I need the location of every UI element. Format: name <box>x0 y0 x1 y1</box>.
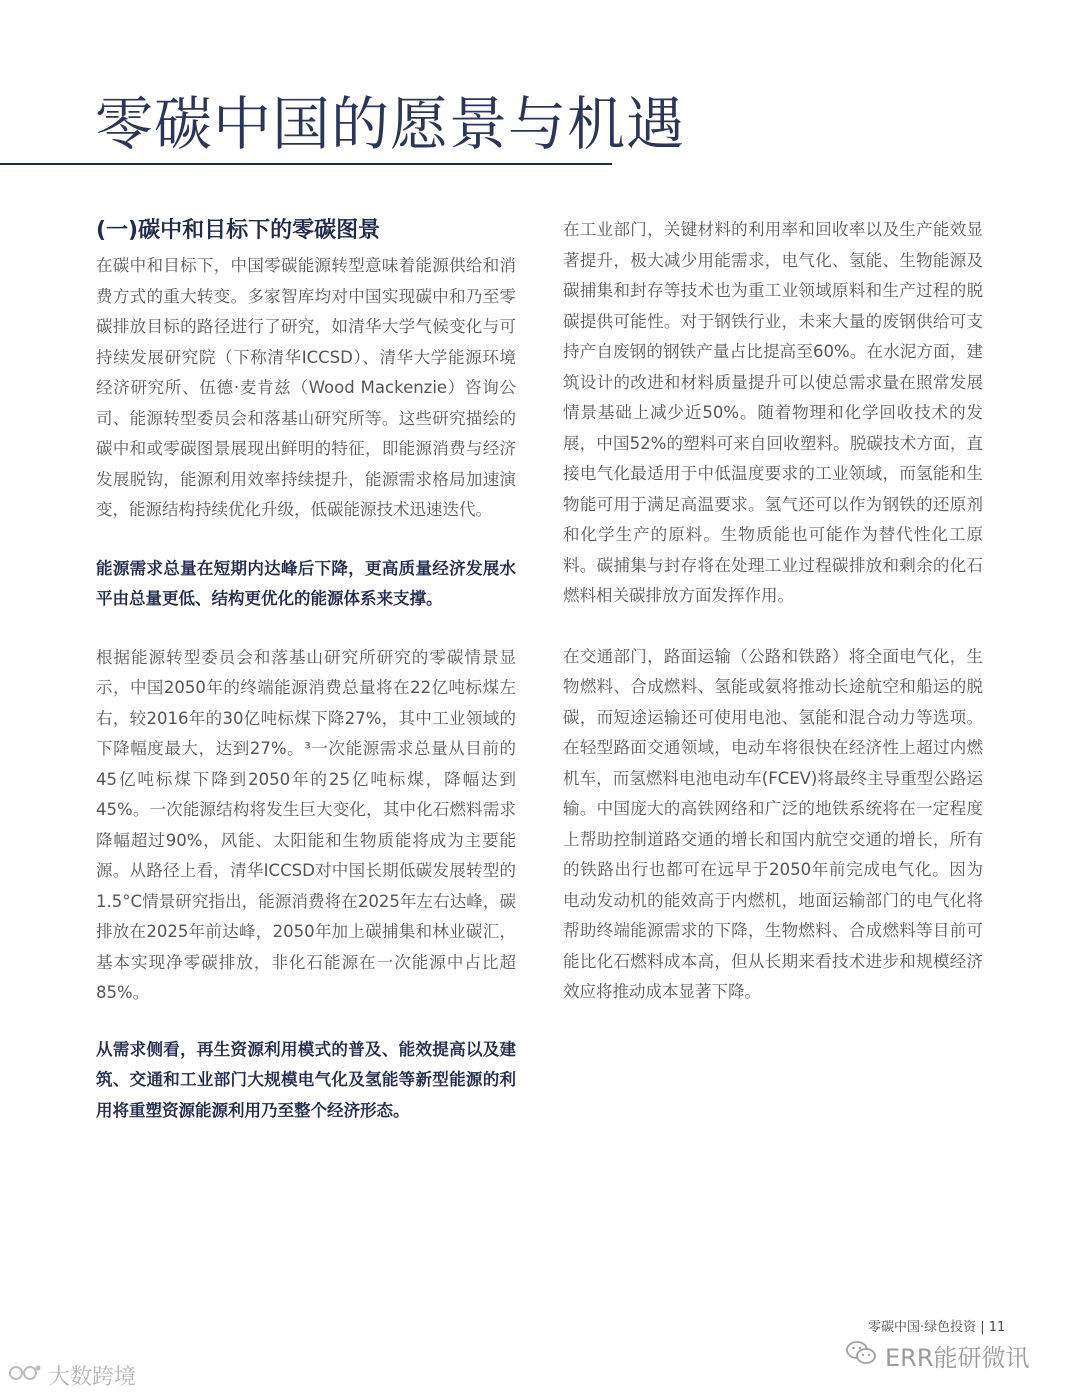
left-paragraph-2: 根据能源转型委员会和落基山研究所研究的零碳情景显示，中国2050年的终端能源消费总量将在22亿吨标煤左右，较2016年的30亿吨标煤下降27%，其中工业领域的下降幅度最大，达到27%。³一次能源需求总量从目前的45亿吨标煤下降到2050年的25亿吨标煤，降幅达到45%。一次能源结构将发生巨大变化，其中化石燃料需求降幅超过90%，风能、太阳能和生物质能将成为主要能源。从路径上看，清华ICCSD对中国长期低碳发展转型的1.5°C情景研究指出，能源消费将在2025年左右达峰，碳排放在2025年前达峰，2050年加上碳捕集和林业碳汇，基本实现净零碳排放，非化石能源在一次能源中占比超85%。 <box>96 647 516 1002</box>
title-rule <box>0 163 612 165</box>
right-paragraph-2: 在交通部门，路面运输（公路和铁路）将全面电气化，生物燃料、合成燃料、氢能或氨将推动长途航空和船运的脱碳，而短途运输还可使用电池、氢能和混合动力等选项。在轻型路面交通领域，电动车将很快在经济性上超过内燃机车，而氢燃料电池电动车(FCEV)将最终主导重型公路运输。中国庞大的高铁网络和广泛的地铁系统将在一定程度上帮助控制道路交通的增长和国内航空交通的增长，所有的铁路出行也都可在远早于2050年前完成电气化。因为电动发动机的能效高于内燃机，地面运输部门的电气化将帮助终端能源需求的下降，生物燃料、合成燃料等目前可能比化石燃料成本高，但从长期来看技术进步和规模经济效应将推动成本显著下降。 <box>563 646 983 1001</box>
watermark-right-text: ERR能研微讯 <box>885 1344 1030 1372</box>
left-paragraph-1: 在碳中和目标下，中国零碳能源转型意味着能源供给和消费方式的重大转变。多家智库均对中国实现碳中和乃至零碳排放目标的路径进行了研究，如清华大学气候变化与可持续发展研究院（下称清华ICCSD）、清华大学能源环境经济研究所、伍德·麦肯兹（Wood Mackenzie）咨询公司、能源转型委员会和落基山研究所等。这些研究描绘的碳中和或零碳图景展现出鲜明的特征，即能源消费与经济发展脱钩，能源利用效率持续提升，能源需求格局加速演变，能源结构持续优化升级，低碳能源技术迅速迭代。 <box>96 256 516 519</box>
right-column <box>563 215 983 1008</box>
page-title: 零碳中国的愿景与机遇 <box>95 90 686 158</box>
watermark-left-text: 大数跨境 <box>48 1365 137 1390</box>
left-highlight-2: 从需求侧看，再生资源利用模式的普及、能效提高以及建筑、交通和工业部门大规模电气化及氢能等新型能源的利用将重塑资源能源利用乃至整个经济形态。 <box>96 1039 516 1120</box>
section-heading: (一)碳中和目标下的零碳图景 <box>96 218 381 243</box>
page-footer: 零碳中国·绿色投资 | 11 <box>868 1320 1006 1335</box>
right-paragraph-1: 在工业部门，关键材料的利用率和回收率以及生产能效显著提升，极大减少用能需求，电气化、氢能、生物能源及碳捕集和封存等技术也为重工业领域原料和生产过程的脱碳提供可能性。对于钢铁行业，未来大量的废钢供给可支持产自废钢的钢铁产量占比提高至60%。在水泥方面，建筑设计的改进和材料质量提升可以使总需求量在照常发展情景基础上减少近50%。随着物理和化学回收技术的发展，中国52%的塑料可来自回收塑料。脱碳技术方面，直接电气化最适用于中低温度要求的工业领域，而氢能和生物能可用于满足高温要求。氢气还可以作为钢铁的还原剂和化学生产的原料。生物质能也可能作为替代性化工原料。碳捕集与封存将在处理工业过程碳排放和剩余的化石燃料相关碳排放方面发挥作用。 <box>563 220 983 605</box>
left-highlight-1: 能源需求总量在短期内达峰后下降，更高质量经济发展水平由总量更低、结构更优化的能源体系来支撑。 <box>96 558 516 608</box>
left-column <box>96 215 516 1126</box>
wechat-icon <box>845 1339 877 1373</box>
watermark-left <box>8 1360 136 1391</box>
watermark-right <box>845 1338 1030 1373</box>
watermark-logo-icon <box>8 1362 42 1390</box>
